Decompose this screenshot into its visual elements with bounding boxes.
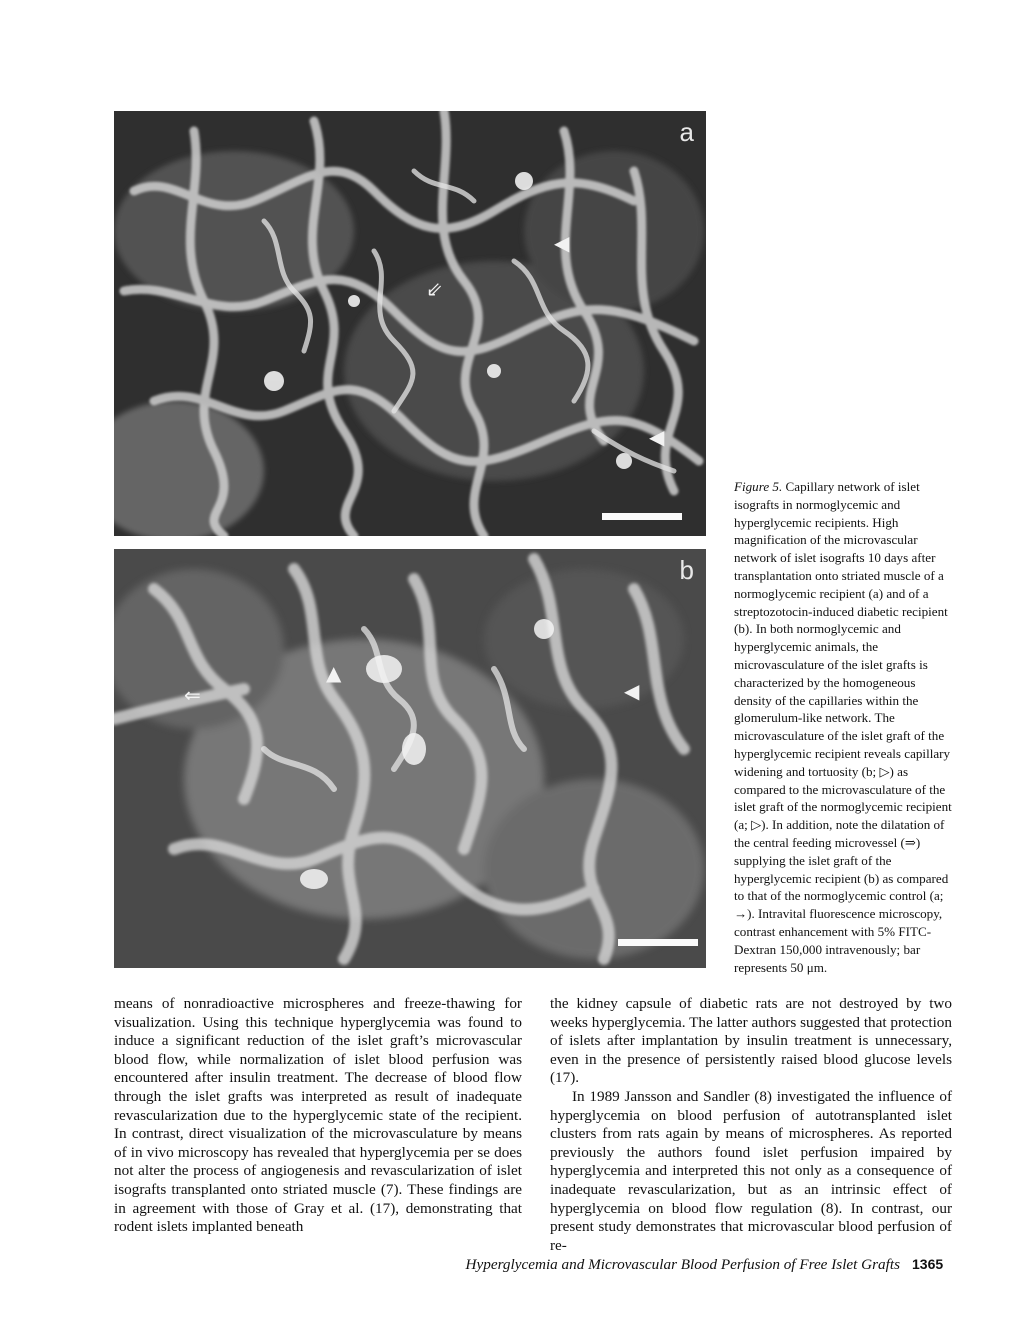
open-arrow-marker-icon: ⇐ [184,683,201,707]
arrowhead-marker-icon: ◀ [624,679,640,703]
body-column-right [550,995,952,1255]
figure-caption-text: Capillary network of islet isografts in normoglycemic and hyperglycemic recipients. High magnification of the microvascular network of islet isografts 10 days after transplantation onto striated muscle of a normoglycemic recipient (a) and of a streptozotocin-induced diabetic recipient (b). In both normoglycemic and hyperglycemic animals, the microvasculature of the islet grafts is characterized by the homogeneous density of the capillaries within the glomerulum-like network. The microvasculature of the islet graft of the hyperglycemic recipient reveals capillary widening and tortuosity (b; ▷) as compared to the microvasculature of the islet graft of the normoglycemic recipient (a; ▷). In addition, note the dilatation of the central feeding microvessel (⇒) supplying the islet graft of the hyperglycemic recipient (b) as compared to that of the normoglycemic control (a; →). Intravital fluorescence microscopy, contrast enhancement with 5% FITC-Dextran 150,000 intravenously; bar represents 50 μm. [734,479,952,975]
body-column-left [114,995,522,1237]
scale-bar-a [602,513,682,520]
figure-label: Figure 5. [734,479,783,494]
figure-panel-b [114,549,706,968]
body-paragraph: In 1989 Jansson and Sandler (8) investigated the influence of hyperglycemia on blood perfusion of autotransplanted islet clusters from rats again by means of microspheres. As reported previously the authors found islet perfusion impaired by hyperglycemia and interpreted this not only as a consequence of inadequate revascularization, but as an intrinsic effect of hyperglycemia on blood flow regulation (8). In contrast, our present study demonstrates that microvascular blood perfusion of re- [550,1087,952,1254]
figure-caption [734,478,952,976]
running-head: Hyperglycemia and Microvascular Blood Perfusion of Free Islet Grafts [465,1256,900,1273]
arrowhead-marker-icon: ▲ [326,661,342,685]
open-arrow-marker-icon: ⇙ [426,277,443,301]
panel-letter-a: a [679,117,694,147]
arrowhead-marker-icon: ◀ [649,425,665,449]
figure-panel-a [114,111,706,536]
body-paragraph: means of nonradioactive microspheres and freeze-thawing for visualization. Using this technique hyperglycemia was found to induce a significant reduction of the islet graft’s microvascular blood flow, while normalization of islet blood perfusion was encountered after insulin treatment. The decrease of blood flow through the islet grafts was interpreted as result of inadequate revascularization due to the hyperglycemic state of the recipient. In contrast, direct visualization of the microvasculature by means of in vivo microscopy has revealed that hyperglycemia per se does not alter the process of angiogenesis and revascularization of islet isografts transplanted onto striated muscle (7). These findings are in agreement with those of Gray et al. (17), demonstrating that rodent islets implanted beneath [114,995,522,1236]
micrograph-b-image [114,549,706,968]
body-paragraph: the kidney capsule of diabetic rats are not destroyed by two weeks hyperglycemia. The latter authors suggested that protection of islets after implantation by insulin treatment is unnecessary, even in the presence of persistently raised blood glucose levels (17). [550,995,952,1087]
page-number: 1365 [912,1256,944,1272]
panel-letter-b: b [679,555,694,585]
scale-bar-b [618,939,698,946]
micrograph-a-image [114,111,706,536]
arrowhead-marker-icon: ◀ [554,231,570,255]
